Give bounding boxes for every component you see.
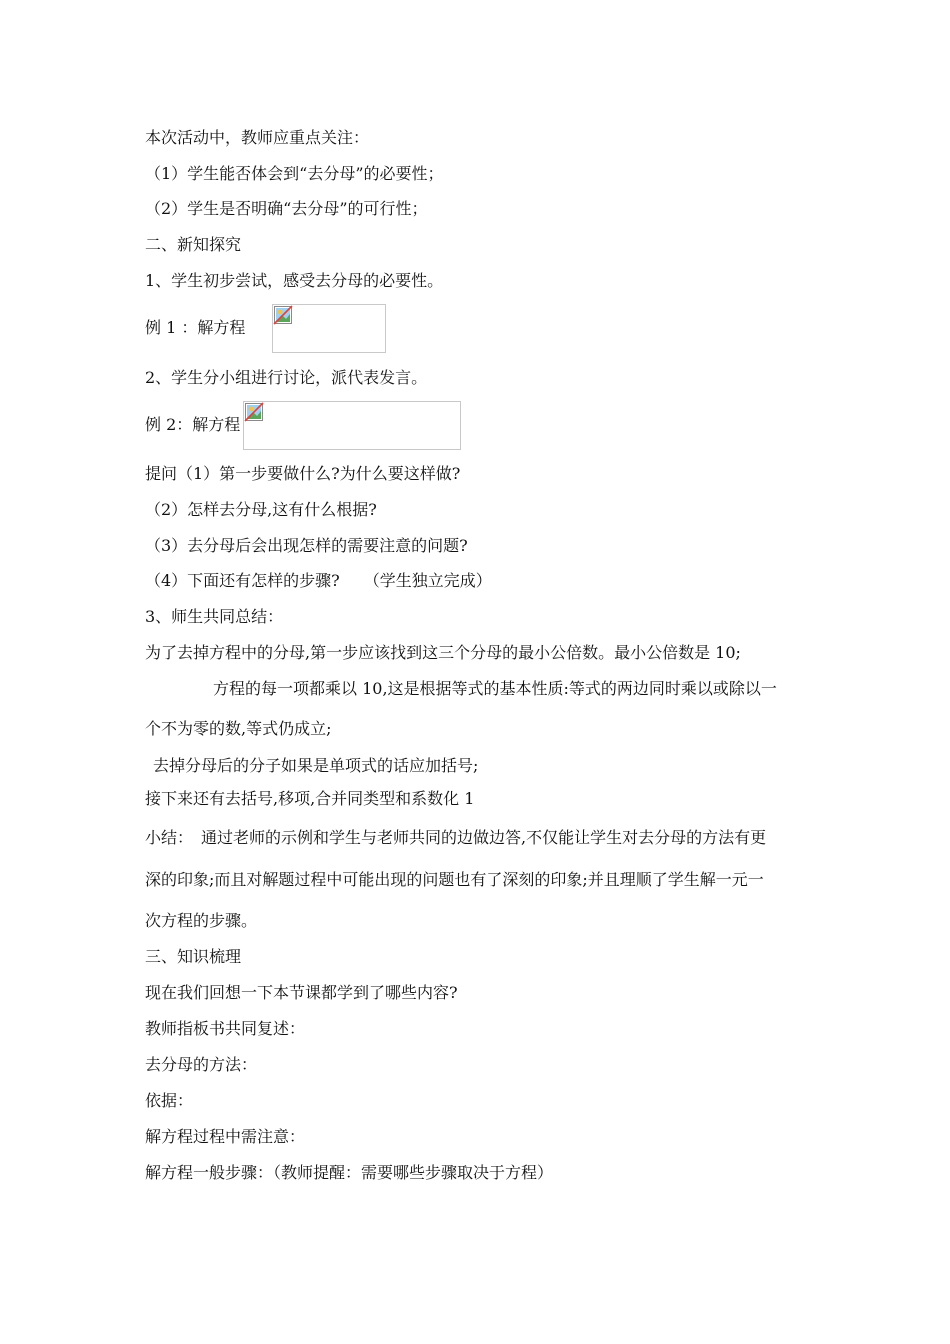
example-1-label: 例 1 ：解方程: [145, 318, 246, 337]
broken-image-icon: [273, 305, 293, 325]
step-1: 1、学生初步尝试，感受去分母的必要性。: [145, 271, 444, 290]
example-2-label: 例 2：解方程: [145, 415, 241, 434]
example-1-equation-image: [272, 304, 386, 353]
broken-image-icon: [244, 402, 264, 422]
step-2: 2、学生分小组进行讨论，派代表发言。: [145, 368, 428, 387]
review-line-2: 教师指板书共同复述：: [145, 1019, 306, 1038]
focus-intro: 本次活动中，教师应重点关注：: [145, 128, 370, 147]
review-line-3: 去分母的方法：: [145, 1055, 258, 1074]
summary-line-1: 为了去掉方程中的分母,第一步应该找到这三个分母的最小公倍数。最小公倍数是 10;: [145, 643, 741, 662]
section-heading-2: 二、新知探究: [145, 235, 242, 254]
summary-line-2b: 个不为零的数,等式仍成立;: [145, 719, 332, 738]
review-line-1: 现在我们回想一下本节课都学到了哪些内容?: [145, 983, 458, 1002]
question-2: （2）怎样去分母,这有什么根据?: [145, 500, 377, 519]
conclusion-line-1: 小结： 通过老师的示例和学生与老师共同的边做边答,不仅能让学生对去分母的方法有更: [145, 828, 767, 847]
summary-line-3: 去掉分母后的分子如果是单项式的话应加括号;: [153, 756, 479, 775]
example-2-equation-image: [243, 401, 461, 450]
review-line-4: 依据：: [145, 1091, 194, 1110]
review-line-5: 解方程过程中需注意：: [145, 1127, 306, 1146]
summary-line-2a: 方程的每一项都乘以 10,这是根据等式的基本性质:等式的两边同时乘以或除以一: [213, 679, 777, 698]
question-1: 提问（1）第一步要做什么?为什么要这样做?: [145, 464, 461, 483]
review-line-6: 解方程一般步骤：（教师提醒：需要哪些步骤取决于方程）: [145, 1163, 554, 1182]
question-4: （4）下面还有怎样的步骤? （学生独立完成）: [145, 571, 492, 590]
summary-line-4: 接下来还有去括号,移项,合并同类型和系数化 1: [145, 789, 475, 808]
question-3: （3）去分母后会出现怎样的需要注意的问题?: [145, 536, 468, 555]
conclusion-line-3: 次方程的步骤。: [145, 911, 258, 930]
section-heading-3: 三、知识梳理: [145, 947, 242, 966]
focus-point-2: （2）学生是否明确“去分母”的可行性；: [145, 199, 428, 218]
focus-point-1: （1）学生能否体会到“去分母”的必要性；: [145, 164, 444, 183]
conclusion-line-2: 深的印象;而且对解题过程中可能出现的问题也有了深刻的印象;并且理顺了学生解一元一: [145, 870, 764, 889]
step-3: 3、师生共同总结：: [145, 607, 284, 626]
